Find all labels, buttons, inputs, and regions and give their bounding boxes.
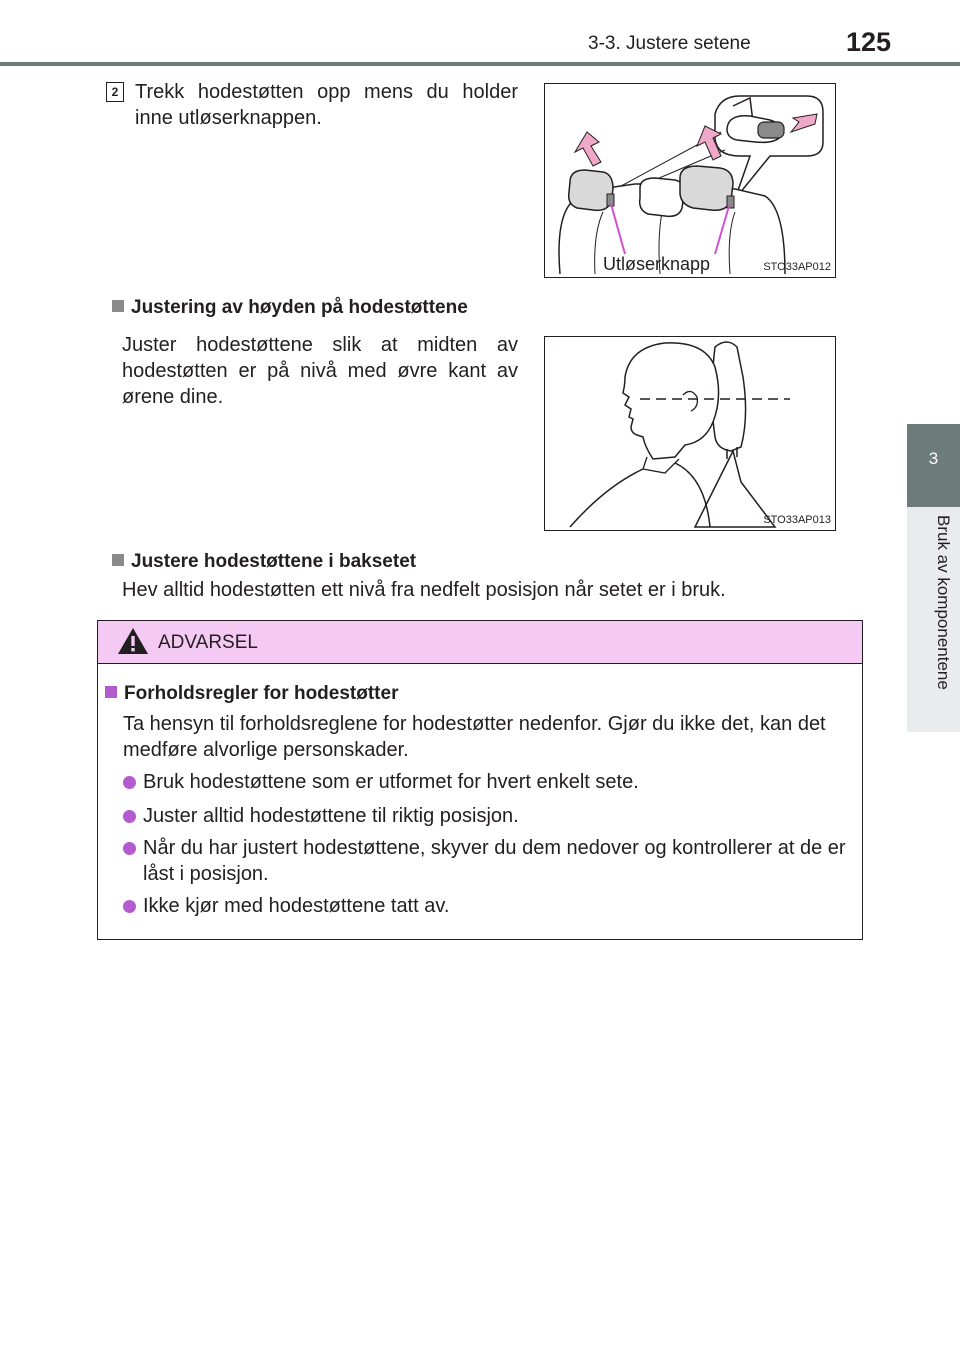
bullet-dot-icon: [123, 842, 136, 855]
headrest-release-illustration: [545, 84, 835, 277]
page-number: 125: [846, 27, 892, 57]
chapter-tab-label: [907, 507, 960, 732]
release-button-callout: Utløserknapp: [603, 254, 711, 274]
warning-header: [98, 621, 862, 664]
warning-bullet: Bruk hodestøttene som er utformet for hvert enkelt sete.: [123, 769, 858, 795]
square-bullet-icon: [112, 300, 124, 312]
heading-height-text: Justering av høyden på hodestøttene: [131, 297, 468, 318]
warning-bullet: Ikke kjør med hodestøttene tatt av.: [123, 893, 858, 919]
chapter-tab-number: 3: [907, 424, 960, 507]
bullet-dot-icon: [123, 810, 136, 823]
figure-head-alignment: [544, 336, 836, 531]
section-title: 3-3. Justere setene: [588, 33, 751, 54]
warning-bullet: Når du har justert hodestøttene, skyver du dem nedover og kontrollerer at de er låst i posisjon.: [123, 835, 858, 887]
chapter-tab-title: Bruk av komponentene: [934, 515, 953, 690]
warning-subheading: [105, 683, 398, 705]
square-bullet-icon: [112, 554, 124, 566]
step-text: Trekk hodestøtten opp mens du holder inne utløserknappen.: [135, 81, 518, 129]
bullet-dot-icon: [123, 900, 136, 913]
heading-rear-seat: [112, 551, 416, 573]
height-adjustment-text: Juster hodestøttene slik at midten av hodestøtten er på nivå med øvre kant av ørene dine.: [122, 334, 518, 408]
header-rule: [0, 62, 960, 66]
head-alignment-illustration: [545, 337, 835, 530]
figure-code: STO33AP012: [763, 261, 831, 273]
heading-rear-text: Justere hodestøttene i baksetet: [131, 551, 417, 572]
step-number-badge: 2: [106, 82, 124, 102]
square-bullet-icon: [105, 686, 117, 698]
warning-subheading-text: Forholdsregler for hodestøtter: [124, 683, 399, 704]
warning-triangle-icon: [116, 626, 150, 656]
bullet-dot-icon: [123, 776, 136, 789]
figure-headrest-release: [544, 83, 836, 278]
rear-seat-text: Hev alltid hodestøtten ett nivå fra nedfelt posisjon når setet er i bruk.: [122, 579, 726, 601]
warning-intro: Ta hensyn til forholdsreglene for hodestøtter nedenfor. Gjør du ikke det, kan det medføre alvorlige personskader.: [123, 713, 826, 761]
heading-height-adjustment: [112, 297, 468, 319]
warning-bullet: Juster alltid hodestøttene til riktig posisjon.: [123, 803, 858, 829]
figure-code: STO33AP013: [763, 514, 831, 526]
warning-box: [97, 620, 863, 940]
warning-title: ADVARSEL: [158, 632, 258, 653]
